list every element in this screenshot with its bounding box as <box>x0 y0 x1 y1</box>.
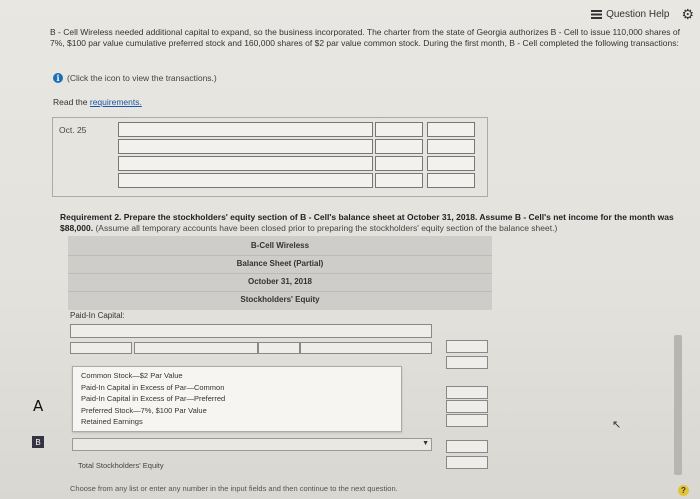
journal-account-input[interactable] <box>118 156 373 171</box>
dropdown-option[interactable]: Paid-In Capital in Excess of Par—Common <box>81 382 225 392</box>
scrollbar[interactable] <box>674 335 682 475</box>
journal-debit-input[interactable] <box>375 122 423 137</box>
toolbar <box>591 4 694 24</box>
statement-date: October 31, 2018 <box>68 277 492 292</box>
balance-sheet-header <box>68 236 492 310</box>
read-requirements <box>53 97 142 107</box>
dropdown-option[interactable]: Retained Earnings <box>81 417 143 426</box>
status-hint: Choose from any list or enter any number in the input fields and then continue to the next question. <box>70 484 398 493</box>
company-name: B-Cell Wireless <box>68 241 492 256</box>
side-marker-b: B <box>32 436 44 448</box>
equity-amount-input[interactable] <box>258 342 300 354</box>
journal-credit-input[interactable] <box>427 122 475 137</box>
info-icon[interactable]: i <box>53 73 63 83</box>
statement-section: Stockholders' Equity <box>240 295 320 304</box>
requirement-bold: Requirement 2. Prepare the stockholders' equity section of B - Cell's balance sheet at October 31, 2018. Assume B - Cell's net income for the month was $88,000. <box>60 212 674 233</box>
problem-text: B - Cell Wireless needed additional capital to expand, so the business incorporated. The charter from the state of Georgia authorizes B - Cell to issue 110,000 shares of 7%, $100 par value cumulative preferred stock and 160,000 shares of $2 par value common stock. During the first month, B - Cell completed the following transactions: <box>50 27 680 48</box>
total-equity-input[interactable] <box>446 456 488 469</box>
journal-account-input[interactable] <box>118 122 373 137</box>
total-equity-label: Total Stockholders' Equity <box>78 461 164 470</box>
equity-amount-input[interactable] <box>446 440 488 453</box>
question-help-button[interactable] <box>591 9 669 20</box>
journal-account-input[interactable] <box>118 173 373 188</box>
question-help-label: Question Help <box>606 8 670 20</box>
dropdown-option[interactable]: Common Stock—$2 Par Value <box>81 371 183 380</box>
equity-amount-input[interactable] <box>446 386 488 399</box>
journal-debit-input[interactable] <box>375 139 423 154</box>
journal-debit-input[interactable] <box>375 173 423 188</box>
equity-account-select[interactable] <box>134 342 258 354</box>
statement-title: Balance Sheet (Partial) <box>68 259 492 274</box>
menu-icon <box>591 10 602 19</box>
journal-credit-input[interactable] <box>427 139 475 154</box>
dropdown-option[interactable]: Paid-In Capital in Excess of Par—Preferred <box>81 394 226 403</box>
side-marker-a: A <box>33 397 44 415</box>
equity-amount-input[interactable] <box>446 340 488 353</box>
equity-amount-input[interactable] <box>446 414 488 427</box>
paid-in-capital-label: Paid-In Capital: <box>70 311 125 320</box>
transactions-hint[interactable] <box>53 73 217 83</box>
equity-amount-input[interactable] <box>300 342 432 354</box>
requirement-text <box>60 212 680 234</box>
journal-entry-table <box>52 117 488 197</box>
requirement-note: (Assume all temporary accounts have been closed prior to preparing the stockholders' equity section of the balance sheet.) <box>93 223 558 233</box>
journal-debit-input[interactable] <box>375 156 423 171</box>
gear-icon[interactable]: ⚙ <box>681 6 694 22</box>
cursor-icon: ↖ <box>612 419 622 431</box>
journal-credit-input[interactable] <box>427 173 475 188</box>
equity-amount-input[interactable] <box>446 400 488 413</box>
requirements-link[interactable]: requirements. <box>89 97 142 107</box>
equity-amount-input[interactable] <box>446 356 488 369</box>
account-dropdown-list[interactable] <box>72 366 402 432</box>
hint-text: (Click the icon to view the transactions.) <box>67 73 217 83</box>
help-icon[interactable]: ? <box>678 485 689 496</box>
equity-account-select[interactable] <box>70 324 432 338</box>
dropdown-option[interactable]: Preferred Stock—7%, $100 Par Value <box>81 405 207 415</box>
equity-account-select[interactable] <box>70 342 132 354</box>
journal-credit-input[interactable] <box>427 156 475 171</box>
read-prefix: Read the <box>53 97 90 107</box>
journal-date: Oct. 25 <box>59 125 87 135</box>
chevron-down-icon[interactable]: ▼ <box>422 440 429 447</box>
journal-account-input[interactable] <box>118 139 373 154</box>
account-select[interactable] <box>72 438 432 451</box>
